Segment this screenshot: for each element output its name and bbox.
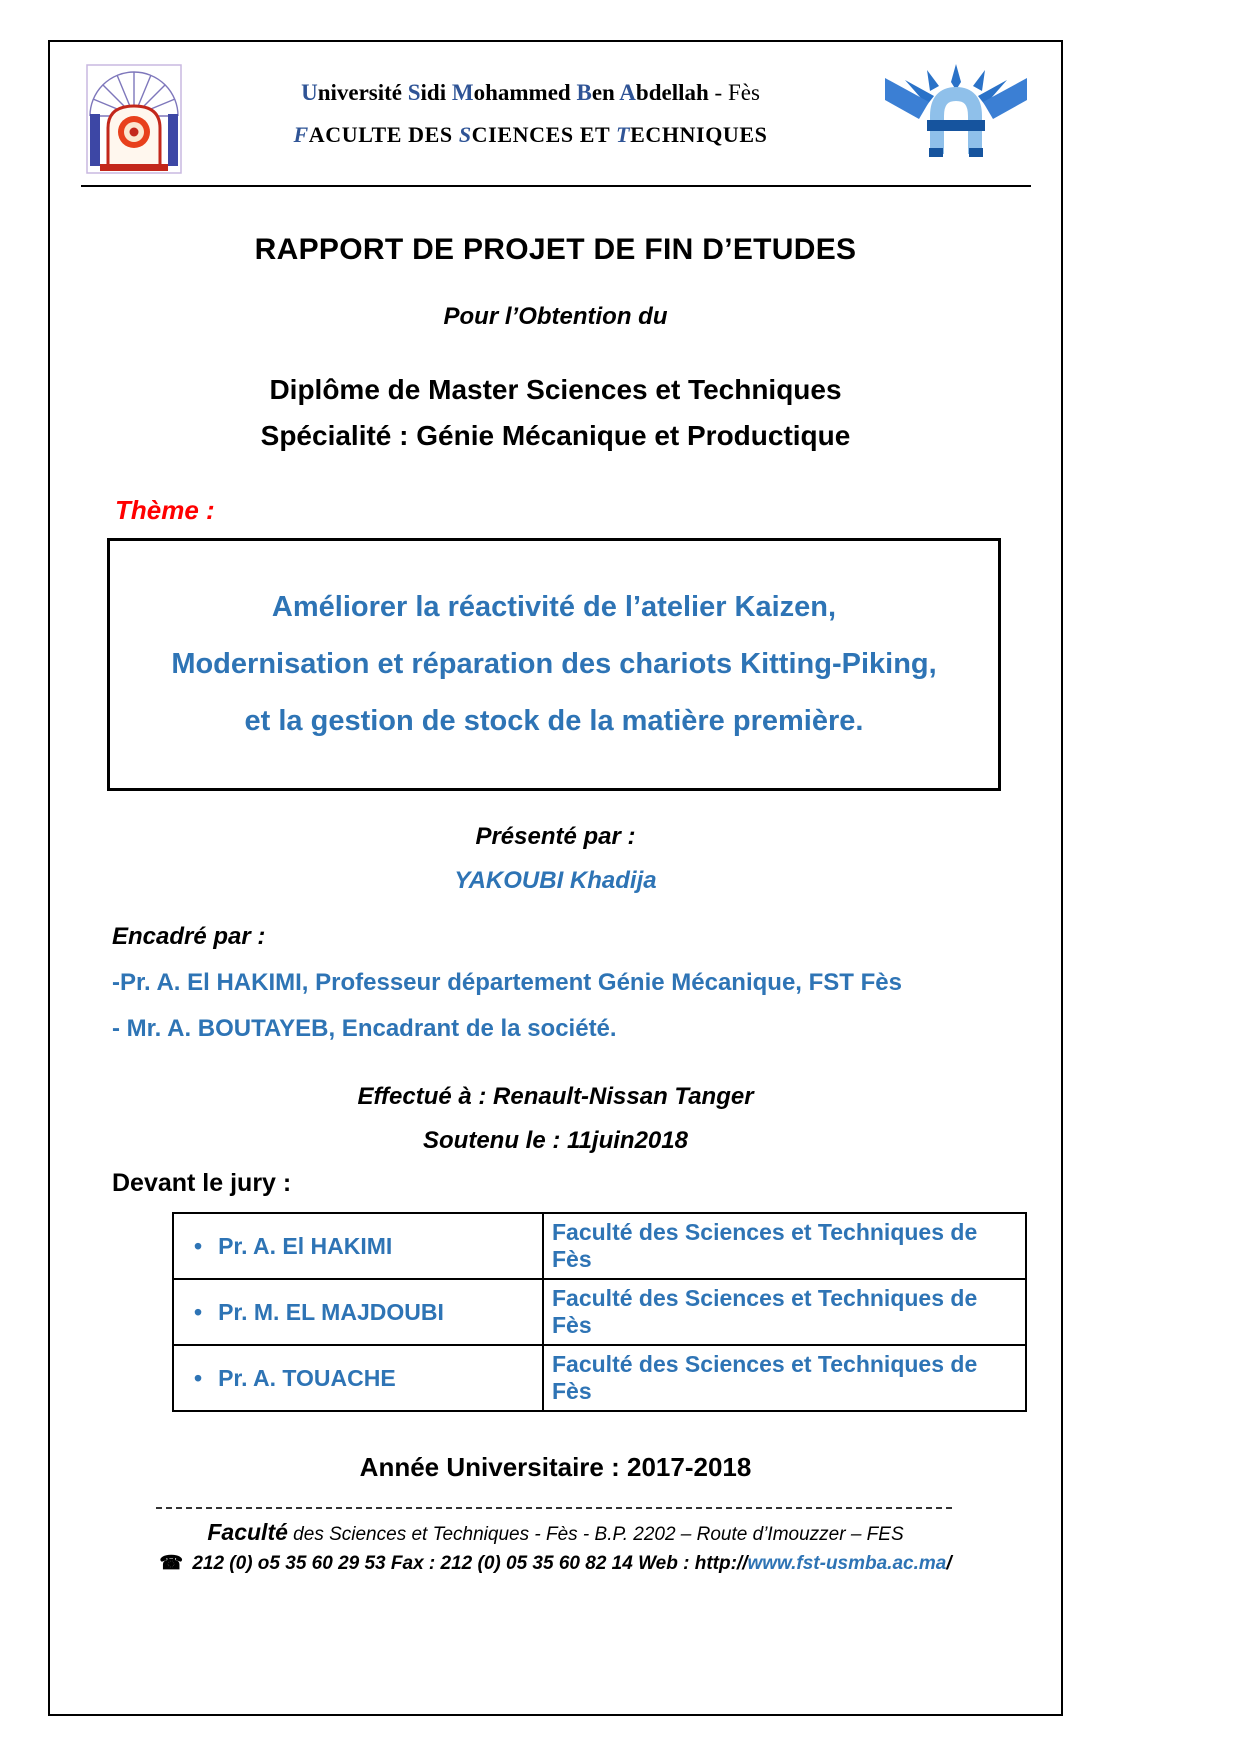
header (50, 42, 1061, 179)
text-segment: S (407, 80, 421, 105)
dashed-separator (156, 1507, 956, 1509)
jury-member-name: Pr. A. TOUACHE (218, 1364, 396, 1391)
jury-member-name-cell (173, 1279, 543, 1345)
text-segment: - Fès (708, 80, 760, 105)
presented-by-name: YAKOUBI Khadija (454, 867, 657, 894)
theme-label: Thème : (115, 495, 215, 525)
theme-line: et la gestion de stock de la matière première. (244, 705, 864, 737)
bullet-icon: • (194, 1298, 203, 1325)
header-text (184, 80, 877, 148)
supervisor-line: -Pr. A. El HAKIMI, Professeur département Génie Mécanique, FST Fès (112, 969, 902, 996)
academic-year: Année Universitaire : 2017-2018 (359, 1452, 752, 1482)
theme-line: Améliorer la réactivité de l’atelier Kaizen, (271, 591, 837, 623)
phone-icon: ☎ (159, 1553, 184, 1574)
jury-member-affiliation: Faculté des Sciences et Techniques de Fès (543, 1213, 1026, 1279)
specialty-title: Spécialité : Génie Mécanique et Productique (260, 420, 851, 451)
jury-row (173, 1345, 1026, 1411)
text-segment: B (576, 80, 592, 105)
faculty-name (184, 122, 877, 148)
text-segment: A (619, 80, 636, 105)
theme-box (107, 538, 1001, 791)
text-segment: bdellah (635, 80, 709, 105)
presented-by-label: Présenté par : (475, 823, 636, 850)
text-segment: S (458, 122, 472, 147)
text-segment: niversité (317, 80, 408, 105)
text-segment: / (946, 1553, 952, 1574)
text-segment: F (293, 122, 309, 147)
theme-line: Modernisation et réparation des chariots Kitting-Piking, (171, 648, 937, 680)
jury-member-affiliation: Faculté des Sciences et Techniques de Fès (543, 1345, 1026, 1411)
text-segment: ohammed (473, 80, 577, 105)
supervisor-line: - Mr. A. BOUTAYEB, Encadrant de la société. (112, 1015, 617, 1042)
text-segment: U (301, 80, 318, 105)
text-segment: www.fst-usmba.ac.ma (747, 1553, 947, 1574)
faculty-logo (877, 64, 1035, 169)
text-segment: idi (420, 80, 452, 105)
bullet-icon: • (194, 1232, 203, 1259)
university-name (184, 80, 877, 106)
jury-member-name-cell (173, 1213, 543, 1279)
university-logo (86, 64, 184, 179)
university-emblem-graphic (86, 64, 182, 174)
defense-date: Soutenu le : 11juin2018 (423, 1127, 688, 1154)
jury-row (173, 1213, 1026, 1279)
faculty-logo-graphic (877, 64, 1035, 164)
text-segment: des Sciences et Techniques - Fès - B.P. 2202 – Route d’Imouzzer – FES (287, 1524, 904, 1545)
text-segment: CIENCES ET (471, 122, 617, 147)
report-title: RAPPORT DE PROJET DE FIN D’ETUDES (254, 233, 857, 266)
diploma-title: Diplôme de Master Sciences et Techniques (269, 374, 842, 405)
obtention-subtitle: Pour l’Obtention du (443, 303, 668, 330)
internship-location: Effectué à : Renault-Nissan Tanger (357, 1083, 754, 1110)
text-segment: ACULTE DES (308, 122, 459, 147)
jury-table (172, 1212, 1027, 1412)
header-divider (81, 185, 1031, 187)
text-segment: M (451, 80, 474, 105)
text-segment: en (591, 80, 620, 105)
jury-row (173, 1279, 1026, 1345)
text-segment: Faculté (207, 1519, 288, 1545)
jury-member-affiliation: Faculté des Sciences et Techniques de Fès (543, 1279, 1026, 1345)
text-segment: 212 (0) o5 35 60 29 53 Fax : 212 (0) 05 35 60 82 14 Web : http:// (187, 1553, 748, 1574)
footer-address (50, 1519, 1061, 1546)
supervised-by-label: Encadré par : (112, 923, 266, 950)
diploma-block (50, 367, 1061, 459)
bullet-icon: • (194, 1364, 203, 1391)
text-segment: ECHNIQUES (630, 122, 768, 147)
jury-label: Devant le jury : (112, 1169, 292, 1197)
jury-member-name: Pr. M. EL MAJDOUBI (218, 1298, 444, 1325)
jury-member-name: Pr. A. El HAKIMI (218, 1232, 393, 1259)
footer-contact (50, 1552, 1061, 1575)
jury-member-name-cell (173, 1345, 543, 1411)
page-border-frame (48, 40, 1063, 1716)
footer-contact-text (187, 1553, 952, 1574)
text-segment: T (616, 122, 631, 147)
